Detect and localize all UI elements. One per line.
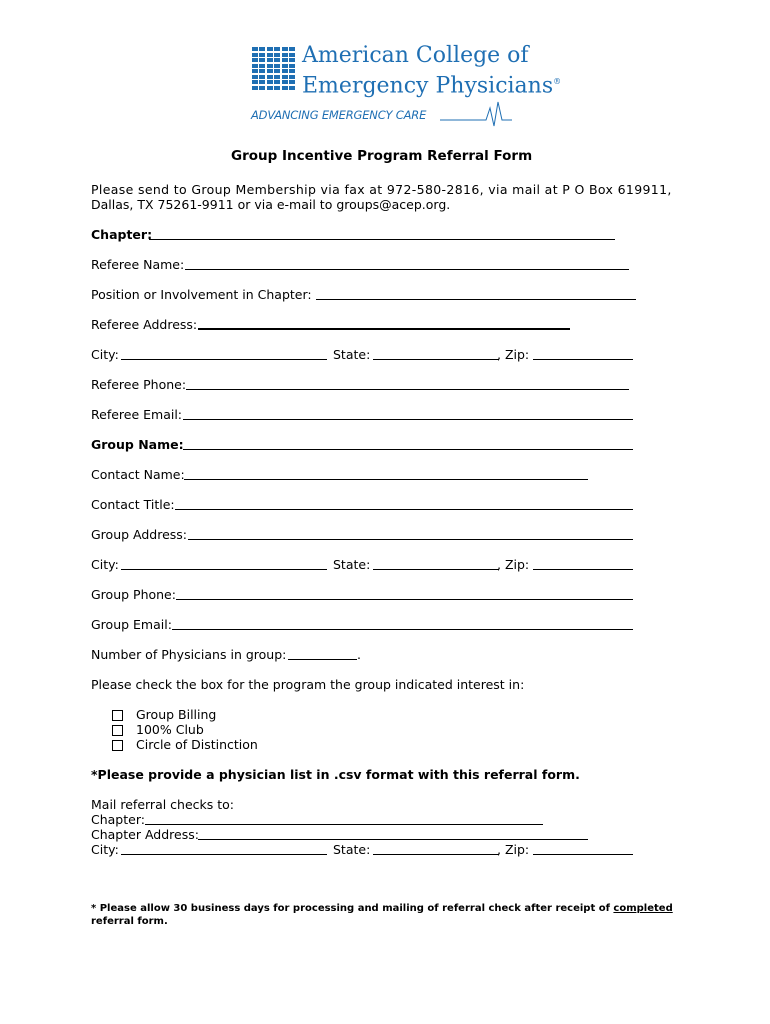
group-phone-label: Group Phone: <box>91 587 176 602</box>
referee-email-field[interactable] <box>183 419 633 420</box>
position-label: Position or Involvement in Chapter: <box>91 287 312 302</box>
heartbeat-line-icon <box>440 100 512 130</box>
group-email-field[interactable] <box>172 629 633 630</box>
group-name-field[interactable] <box>183 449 633 450</box>
intro-line-1: Please send to Group Membership via fax at 972-580-2816, via mail at P O Box 619911, <box>91 182 672 197</box>
intro-line-2: Dallas, TX 75261-9911 or via e-mail to groups@acep.org. <box>91 197 451 212</box>
referee-state-field[interactable] <box>373 359 499 360</box>
group-billing-checkbox[interactable] <box>112 710 123 721</box>
group-address-label: Group Address: <box>91 527 188 542</box>
referee-name-field[interactable] <box>185 269 629 270</box>
logo-tagline: ADVANCING EMERGENCY CARE <box>251 108 427 122</box>
num-physicians-period: . <box>357 647 361 662</box>
contact-name-field[interactable] <box>184 479 588 480</box>
footnote-line-2: referral form. <box>91 916 168 927</box>
contact-name-label: Contact Name: <box>91 467 185 482</box>
form-title: Group Incentive Program Referral Form <box>231 148 533 164</box>
referee-phone-field[interactable] <box>186 389 629 390</box>
num-physicians-field[interactable] <box>288 659 357 660</box>
group-phone-field[interactable] <box>176 599 633 600</box>
footnote-line-1: * Please allow 30 business days for processing and mailing of referral check after receipt of completed <box>91 903 673 914</box>
mail-chapter-label: Chapter: <box>91 812 145 827</box>
circle-of-distinction-checkbox[interactable] <box>112 740 123 751</box>
referee-address-label: Referee Address: <box>91 317 198 332</box>
group-zip-field[interactable] <box>533 569 633 570</box>
group-city-field[interactable] <box>121 569 327 570</box>
group-email-label: Group Email: <box>91 617 172 632</box>
hundred-percent-club-checkbox[interactable] <box>112 725 123 736</box>
referee-city-label: City: <box>91 347 119 362</box>
group-state-label: State: <box>333 557 371 572</box>
logo-line-1: American College of <box>302 43 529 68</box>
group-zip-label: , Zip: <box>497 557 530 572</box>
referee-email-label: Referee Email: <box>91 407 183 422</box>
group-address-field[interactable] <box>188 539 633 540</box>
referee-zip-label: , Zip: <box>497 347 530 362</box>
circle-of-distinction-label: Circle of Distinction <box>136 737 258 752</box>
check-prompt: Please check the box for the program the group indicated interest in: <box>91 677 525 692</box>
mail-zip-label: , Zip: <box>497 842 530 857</box>
chapter-field[interactable] <box>149 239 615 240</box>
mail-chapter-field[interactable] <box>145 824 543 825</box>
mail-chapter-address-field[interactable] <box>198 839 588 840</box>
logo-line-2: Emergency Physicians® <box>302 73 562 99</box>
group-city-label: City: <box>91 557 119 572</box>
num-physicians-label: Number of Physicians in group: <box>91 647 287 662</box>
referee-phone-label: Referee Phone: <box>91 377 187 392</box>
position-field[interactable] <box>316 299 636 300</box>
referee-zip-field[interactable] <box>533 359 633 360</box>
hundred-percent-club-label: 100% Club <box>136 722 204 737</box>
mail-state-label: State: <box>333 842 371 857</box>
mail-zip-field[interactable] <box>533 854 633 855</box>
referee-city-field[interactable] <box>121 359 327 360</box>
mail-city-field[interactable] <box>121 854 327 855</box>
mail-heading: Mail referral checks to: <box>91 797 235 812</box>
chapter-label: Chapter: <box>91 227 153 242</box>
mail-city-label: City: <box>91 842 119 857</box>
csv-note: *Please provide a physician list in .csv format with this referral form. <box>91 767 580 782</box>
mail-chapter-address-label: Chapter Address: <box>91 827 199 842</box>
referee-state-label: State: <box>333 347 371 362</box>
referee-name-label: Referee Name: <box>91 257 185 272</box>
referee-address-field[interactable] <box>198 328 570 330</box>
contact-title-field[interactable] <box>175 509 633 510</box>
group-state-field[interactable] <box>373 569 499 570</box>
acep-grid-logo-icon <box>252 47 296 91</box>
group-billing-label: Group Billing <box>136 707 217 722</box>
contact-title-label: Contact Title: <box>91 497 175 512</box>
group-name-label: Group Name: <box>91 437 184 452</box>
mail-state-field[interactable] <box>373 854 499 855</box>
